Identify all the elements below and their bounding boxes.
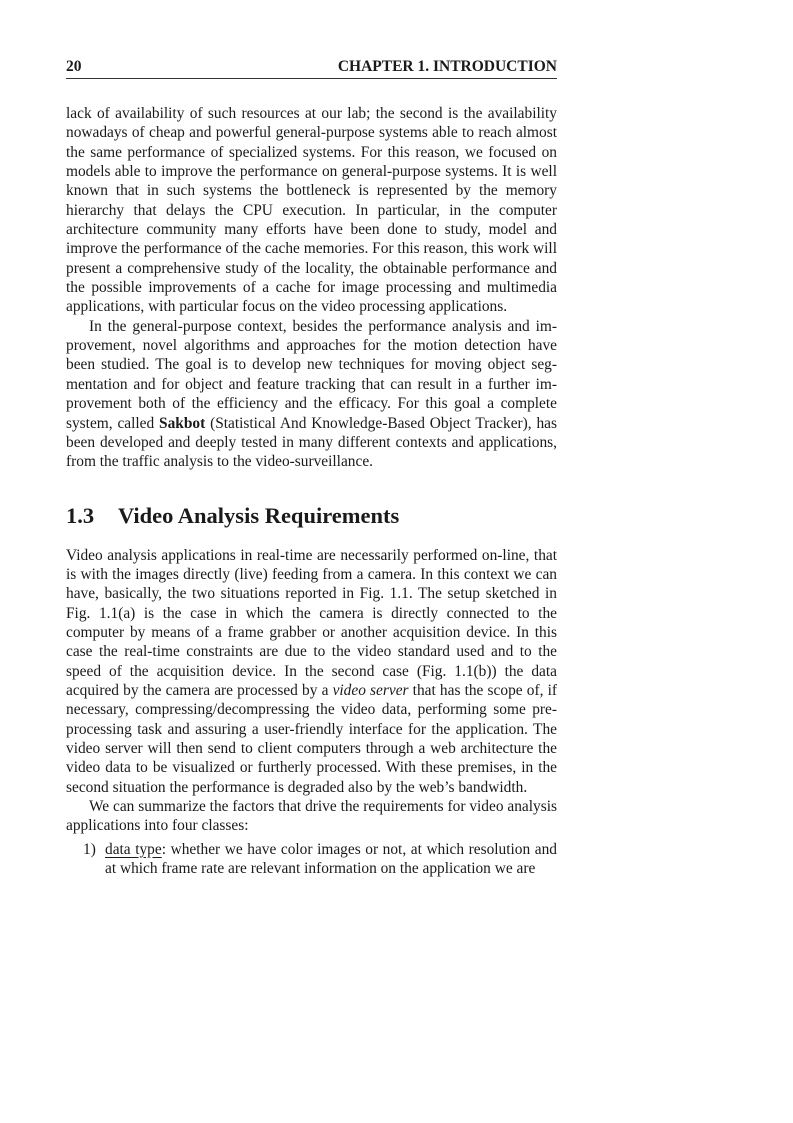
page-number: 20 [66, 58, 82, 75]
paragraph-2 [66, 317, 557, 472]
chapter-title: CHAPTER 1. INTRODUCTION [337, 58, 557, 75]
section-title: Video Analysis Requirements [118, 502, 400, 528]
paragraph-1: lack of availability of such resources at our lab; the second is the availability nowadays of cheap and powerful general-purpose systems able to reach almost the same performance of specialized systems. For this reason, we focused on models able to improve the performance on general-purpose systems. It is well known that in such systems the bottleneck is represented by the memory hierarchy that delays the CPU execution. In particular, in the computer architecture community many efforts have been done to study, model and improve the performance of the cache memories. For this reason, this work will present a comprehensive study of the locality, the obtainable performance and the possible improvements of a cache for image processing and multimedia applications, with particular focus on the video processing applications. [66, 105, 557, 316]
paragraph-3-text-a: Video analysis applications in real-time are necessarily performed on-line, that is with the images directly (live) feeding from a camera. In this context we can have, basically, the two situations reported in Fig. 1.1. The setup sketched in Fig. 1.1(a) is the case in which the camera is directly connected to the computer by means of a frame grabber or another acquisition device. In this case the real-time constraints are due to the video standard used and to the speed of the acquisition device. In the second case (Fig. 1.1(b)) the data acquired by the camera are processed by a [66, 546, 557, 699]
list-term: data type [105, 840, 162, 858]
section-heading [66, 502, 557, 530]
requirements-list [66, 840, 557, 879]
list-marker: 1) [83, 840, 96, 858]
paragraph-3 [66, 546, 557, 797]
video-server-term: video server [332, 681, 409, 699]
sakbot-term: Sakbot [159, 414, 206, 432]
list-item [66, 840, 557, 879]
paragraph-2-text-a: In the general-purpose context, besides the performance analysis and improvement, novel algorithms and approaches for the motion detection have been studied. The goal is to develop new techniques for moving object segmentation and for object and feature tracking that can result in a further improvement both of the efficiency and the efficacy. For this goal a complete system, called [66, 317, 557, 432]
paragraph-4: We can summarize the factors that drive the requirements for video analysis applications into four classes: [66, 798, 557, 835]
list-text: : whether we have color images or not, at which resolution and at which frame rate are relevant information on the application we are [105, 840, 557, 878]
section-number: 1.3 [66, 502, 95, 528]
paragraph-2-text-b: (Statistical And Knowledge-Based Object Tracker), has been developed and deeply tested in many different contexts and applications, from the traffic analysis to the video-surveillance. [66, 414, 557, 471]
body-text [66, 104, 557, 878]
running-header [66, 57, 557, 79]
paragraph-3-text-b: that has the scope of, if necessary, compressing/decompressing the video data, performing some preprocessing task and assuring a user-friendly interface for the application. The video server will then send to client computers through a web architecture the video data to be visualized or furtherly processed. With these premises, in the second situation the performance is degraded also by the web’s bandwidth. [66, 681, 557, 796]
